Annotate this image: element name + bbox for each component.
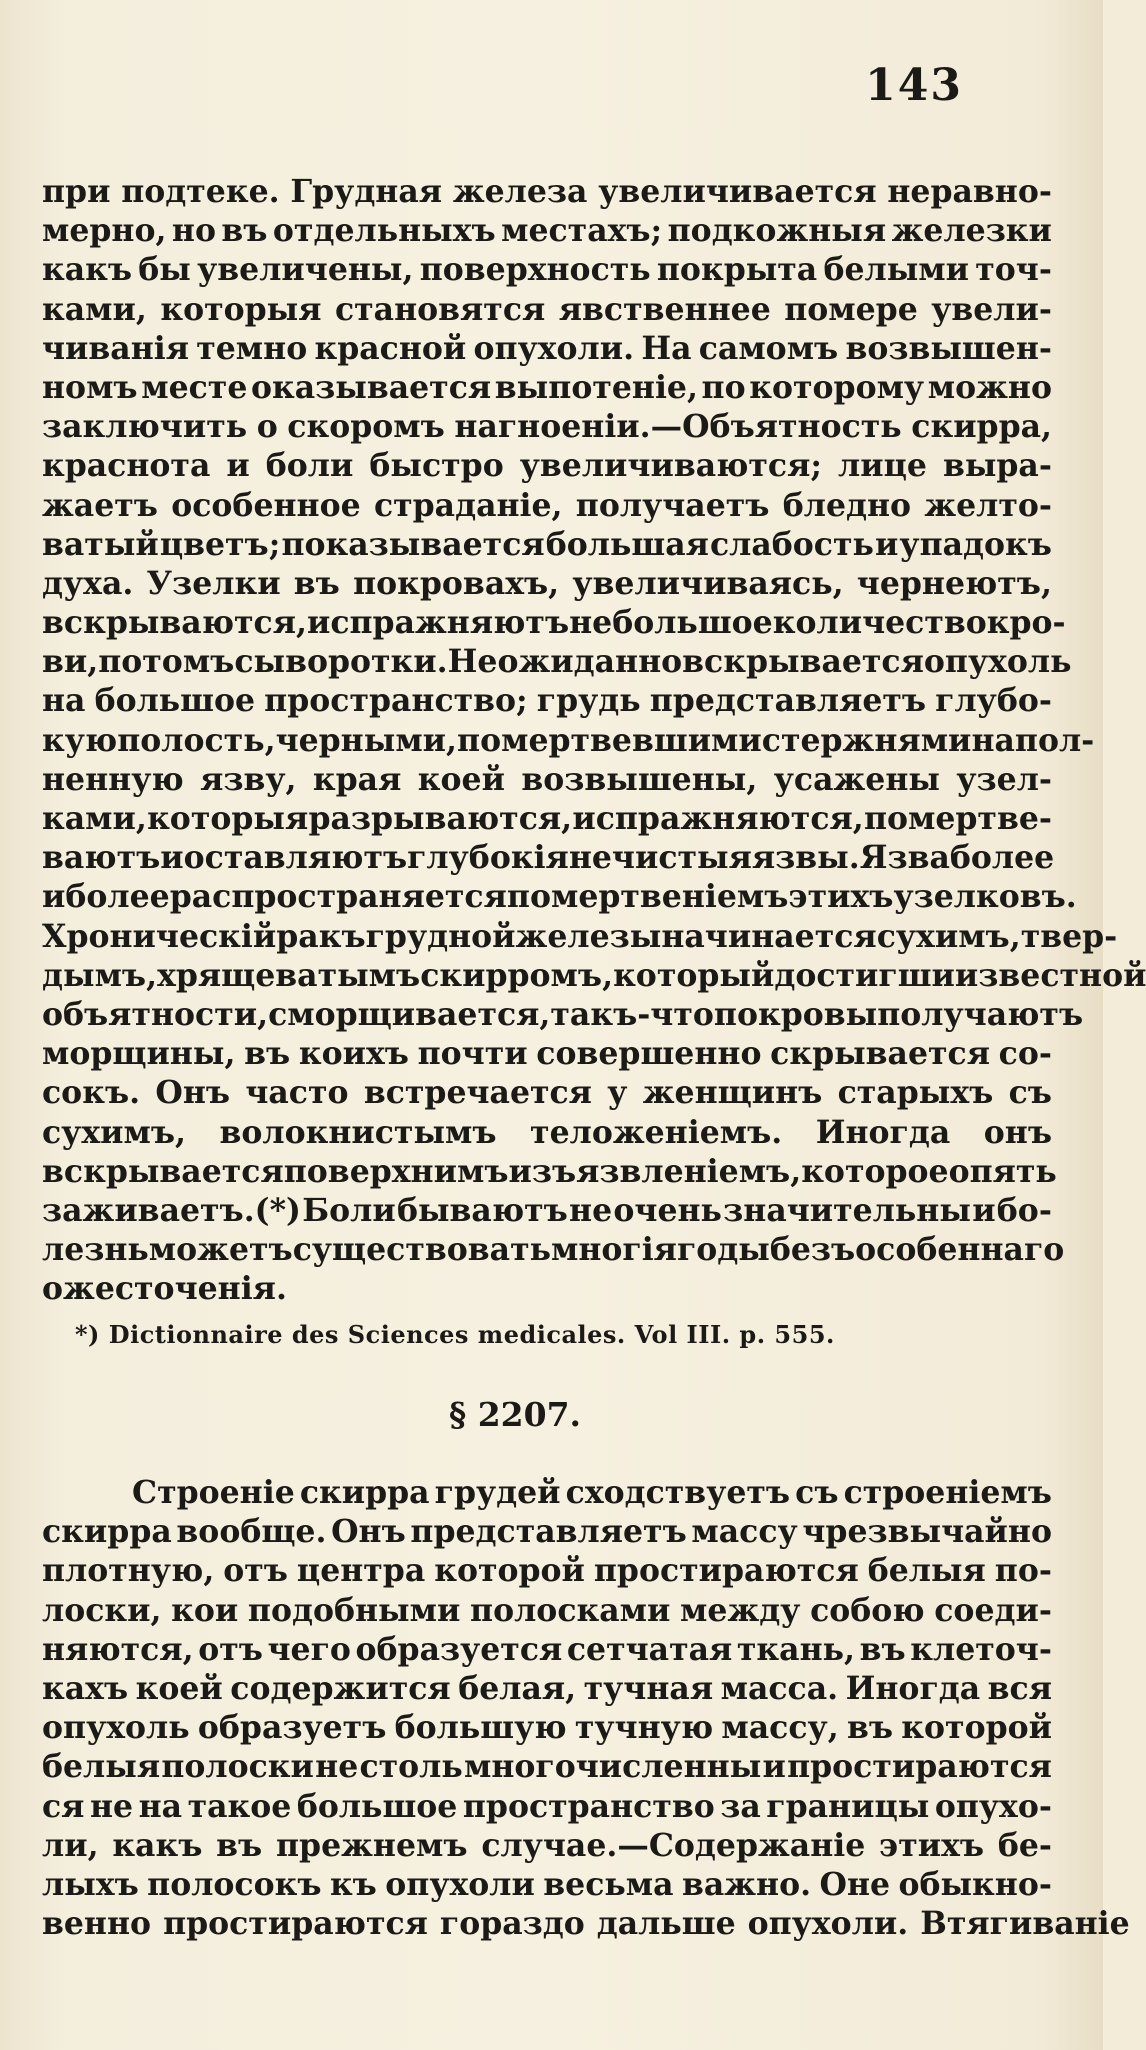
text-line: белыя полоски не столь многочисленны и простираются (42, 1748, 1052, 1786)
text-line: при подтеке. Грудная железа увеличивается неравно- (42, 173, 1052, 210)
text-line: дымъ, хрящеватымъ скирромъ, который достигши известной (42, 956, 1146, 994)
page-number: 143 (865, 60, 963, 111)
text-line: вскрываются, испражняютъ небольшое количество кро- (42, 604, 1066, 642)
text-line: духа. Узелки въ покровахъ, увеличиваясь, чернеютъ, (42, 564, 1052, 602)
text-line: морщины, въ коихъ почти совершенно скрывается со- (42, 1035, 1052, 1073)
paragraph-2 (42, 1473, 1130, 1943)
text-line: сокъ. Онъ часто встречается у женщинъ старыхъ съ (42, 1074, 1052, 1112)
text-line: номъ месте оказывается выпотеніе, по которому можно (42, 368, 1052, 406)
footnote: *) Dictionnaire des Sciences medicales. Vol III. p. 555. (75, 1320, 835, 1349)
text-line: краснота и боли быстро увеличиваются; лице выра- (42, 447, 1052, 485)
text-line: скирра вообще. Онъ представляетъ массу чрезвычайно (42, 1513, 1052, 1551)
text-line: Хроническій ракъ грудной железы начинается сухимъ, твер- (42, 917, 1118, 955)
text-line: заключить о скоромъ нагноеніи.—Объятность скирра, (42, 408, 1052, 446)
text-line: Строеніе скирра грудей сходствуетъ съ строеніемъ (132, 1474, 1052, 1511)
text-line: лыхъ полосокъ къ опухоли весьма важно. Оне обыкно- (42, 1865, 1052, 1903)
text-line: объятности, сморщивается, такъ-что покровы получаютъ (42, 995, 1084, 1033)
text-line: ви, потомъ сыворотки. Неожиданно вскрывается опухоль (42, 643, 1072, 681)
text-line: ватый цветъ; показывается большая слабость и упадокъ (42, 525, 1052, 563)
text-line: лезнь можетъ существовать многія годы безъ особеннаго (42, 1231, 1065, 1269)
text-line: ками, которыя разрываются, испражняются, помертве- (42, 800, 1052, 837)
paragraph-1 (42, 172, 1146, 1308)
section-heading: § 2207. (448, 1395, 582, 1434)
text-line: венно простираются гораздо дальше опухоли. Втягиваніе (42, 1905, 1130, 1943)
text-line: мерно, но въ отдельныхъ местахъ; подкожныя железки (42, 212, 1052, 250)
text-line: няются, отъ чего образуется сетчатая ткань, въ клеточ- (42, 1630, 1052, 1668)
text-line: опухоль образуетъ большую тучную массу, въ которой (42, 1709, 1052, 1747)
text-line: ли, какъ въ прежнемъ случае.—Содержаніе этихъ бе- (42, 1826, 1052, 1864)
text-line: вскрывается поверхнимъ изъязвленіемъ, которое опять (42, 1152, 1057, 1190)
text-line: лоски, кои подобными полосками между собою соеди- (42, 1591, 1052, 1629)
text-line: ваютъ и оставляютъ глубокія нечистыя язвы. Язва более (42, 839, 1055, 877)
text-line: заживаетъ.(*) Боли бываютъ не очень значительны и бо- (42, 1191, 1052, 1229)
text-line: кую полость, черными, помертвевшими стержнями напол- (42, 721, 1095, 759)
text-line: сухимъ, волокнистымъ теложеніемъ. Иногда онъ (42, 1113, 1052, 1151)
text-line: плотную, отъ центра которой простираются белыя по- (42, 1552, 1052, 1590)
text-line: кахъ коей содержится белая, тучная масса. Иногда вся (42, 1669, 1052, 1707)
text-line: ожесточенія. (42, 1270, 287, 1308)
text-line: чиванія темно красной опухоли. На самомъ возвышен- (42, 329, 1052, 367)
text-line: ками, которыя становятся явственнее помере увели- (42, 290, 1052, 328)
text-line: на большое пространство; грудь представляетъ глубо- (42, 682, 1052, 720)
text-line: и более распространяется помертвеніемъ этихъ узелковъ. (42, 878, 1077, 916)
text-line: какъ бы увеличены, поверхность покрыта белыми точ- (42, 251, 1052, 289)
text-line: жаетъ особенное страданіе, получаетъ бледно желто- (42, 486, 1052, 524)
text-line: ненную язву, края коей возвышены, усажены узел- (42, 760, 1052, 798)
text-line: ся не на такое большое пространство за границы опухо- (42, 1787, 1052, 1825)
